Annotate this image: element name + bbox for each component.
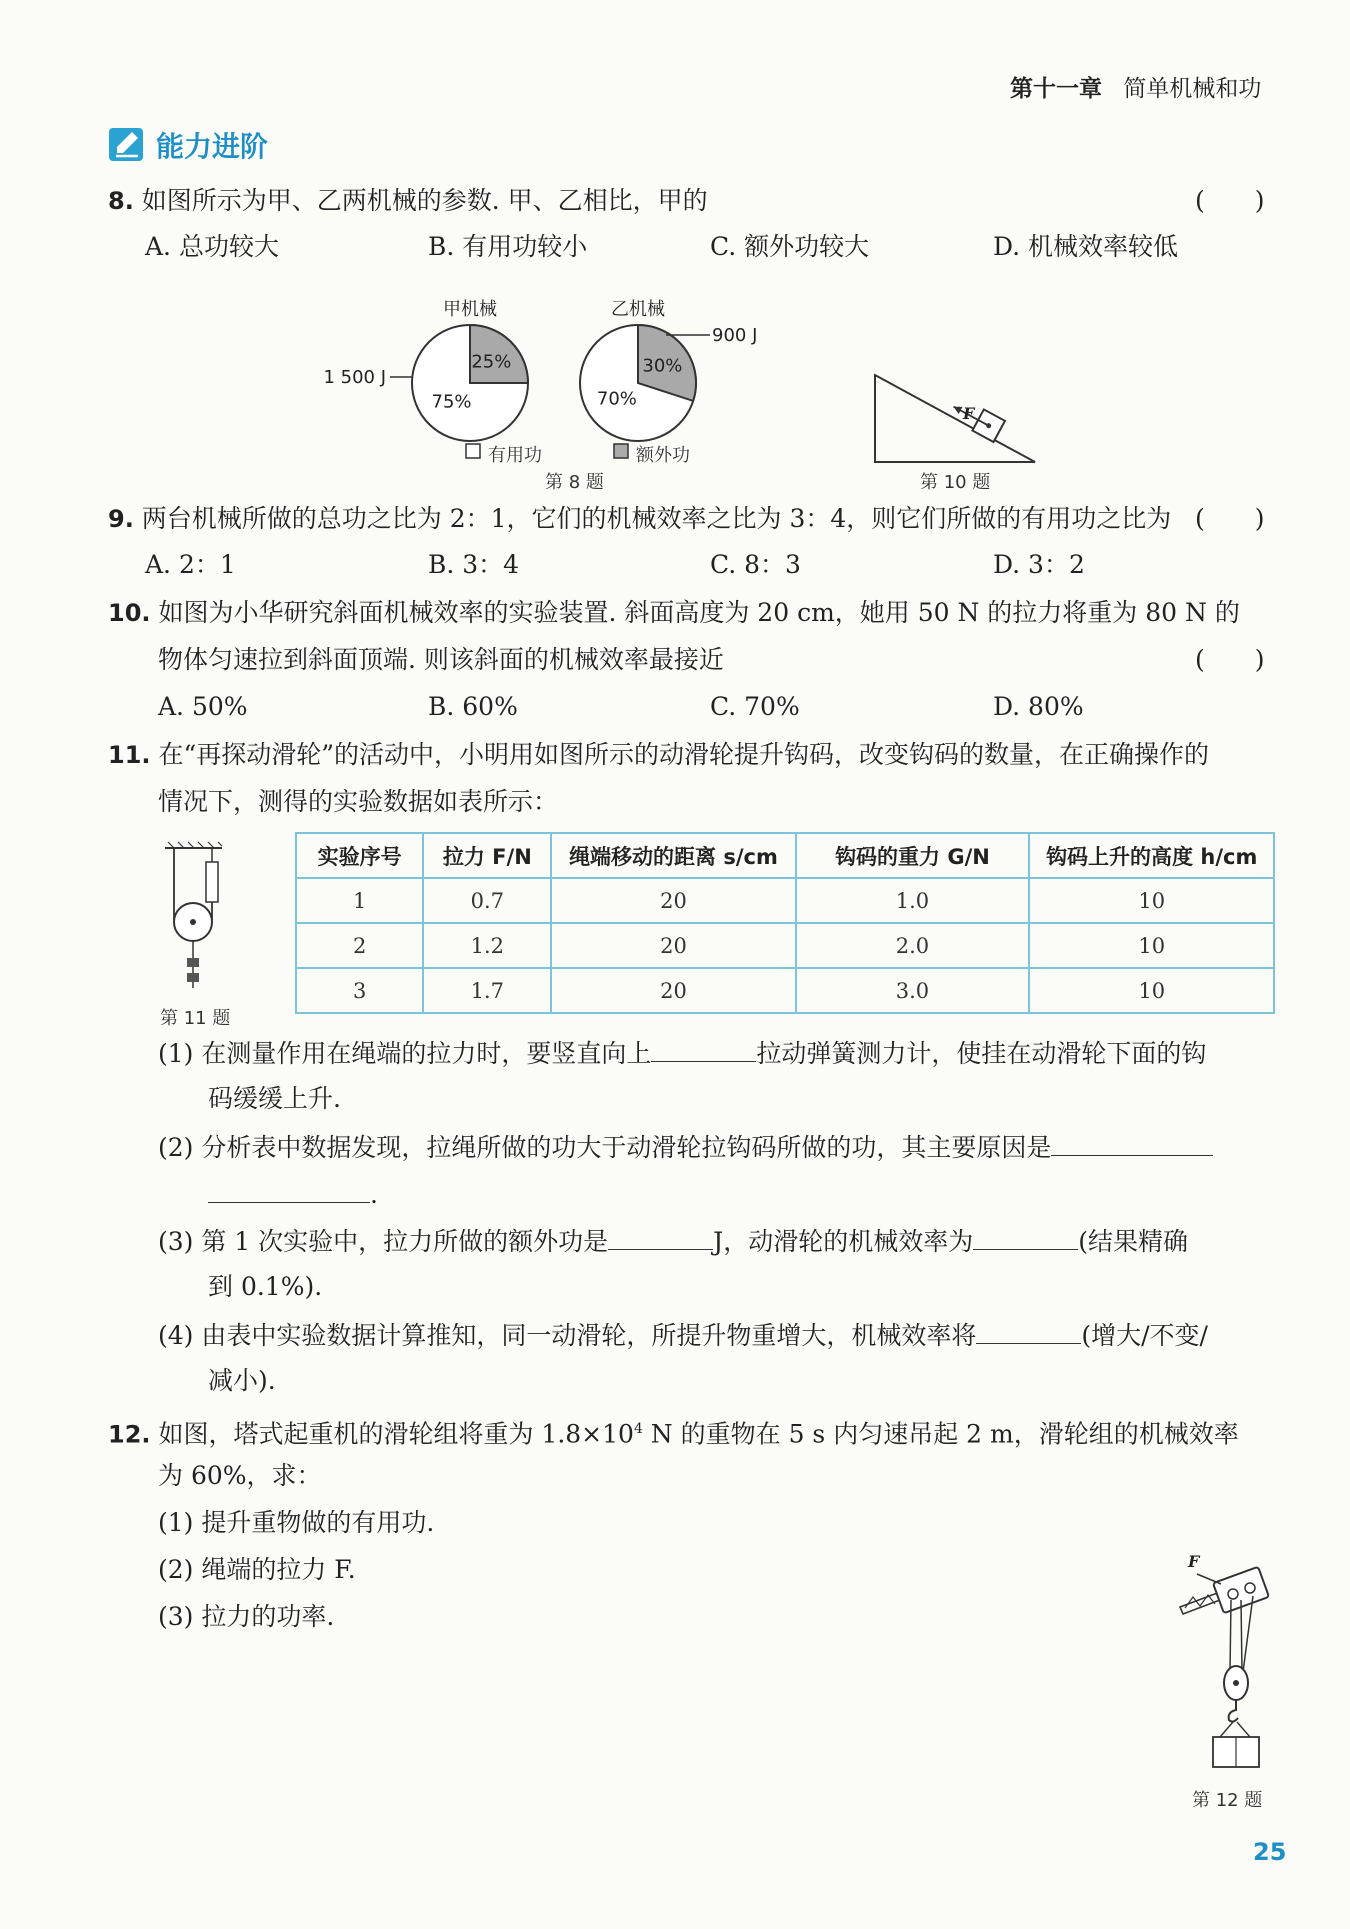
force-line	[1197, 1574, 1221, 1584]
q12-exponent: 4	[633, 1421, 643, 1437]
q11-sub2	[158, 1129, 1213, 1165]
page-number: 25	[1253, 1838, 1287, 1866]
table-header: 绳端移动的距离 s/cm	[551, 833, 795, 878]
q10-answer-paren: ( )	[1195, 645, 1265, 674]
q9-text: 两台机械所做的总功之比为 2：1，它们的机械效率之比为 3：4，则它们所做的有用功之比为	[141, 504, 1172, 533]
table-cell: 1.0	[796, 878, 1030, 923]
answer-blank[interactable]	[208, 1176, 370, 1203]
chapter-header	[1010, 70, 1261, 103]
answer-blank[interactable]	[976, 1317, 1081, 1344]
pie-charts	[323, 299, 757, 441]
table-cell: 1.7	[423, 968, 551, 1013]
q10-option-c: C. 70%	[710, 692, 800, 721]
q9-option-a: A. 2：1	[145, 550, 236, 579]
experiment-table	[295, 832, 1275, 1014]
q11-sub4	[158, 1317, 1208, 1353]
table-cell: 1	[296, 878, 423, 923]
chapter-number: 第十一章	[1010, 76, 1102, 102]
table-cell: 10	[1029, 968, 1274, 1013]
hook-icon	[1229, 1700, 1238, 1722]
q10-text-1: 如图为小华研究斜面机械效率的实验装置. 斜面高度为 20 cm，她用 50 N 的拉力将重为 80 N 的	[158, 598, 1240, 627]
q11-sub3-text-d: 到 0.1%).	[208, 1272, 323, 1301]
table-cell: 0.7	[423, 878, 551, 923]
table-cell: 3.0	[796, 968, 1030, 1013]
legend-extra: 额外功	[636, 445, 690, 466]
q8-option-c: C. 额外功较大	[710, 232, 870, 261]
answer-blank[interactable]	[608, 1223, 713, 1250]
pencil-note-icon	[108, 125, 146, 163]
table-cell: 20	[551, 923, 795, 968]
q9-number: 9.	[108, 505, 134, 533]
table-cell: 10	[1029, 923, 1274, 968]
incline-force-label: F	[963, 404, 975, 423]
q11-sub3-text-c: (结果精确	[1078, 1227, 1188, 1256]
answer-blank[interactable]	[973, 1223, 1078, 1250]
q11-text-2: 情况下，测得的实验数据如表所示：	[158, 787, 559, 816]
q11-sub3-text-b: J，动滑轮的机械效率为	[713, 1227, 974, 1256]
q8-option-d: D. 机械效率较低	[993, 232, 1179, 261]
pie-annotation: 900 J	[712, 325, 758, 346]
q8-answer-paren: ( )	[1195, 186, 1265, 215]
q12-caption: 第 12 题	[1192, 1790, 1263, 1811]
q11-sub1	[158, 1035, 1206, 1071]
q10-caption: 第 10 题	[920, 472, 991, 493]
incline-triangle	[875, 375, 1035, 462]
pie-label-useful: 70%	[596, 388, 637, 410]
table-header: 实验序号	[296, 833, 423, 878]
q11-text-1: 在“再探动滑轮”的活动中，小明用如图所示的动滑轮提升钩码，改变钩码的数量，在正确操作的	[158, 740, 1210, 769]
answer-blank[interactable]	[1051, 1129, 1213, 1156]
q9-stem	[108, 502, 1171, 536]
q10-option-b: B. 60%	[428, 692, 518, 721]
q12-sub3: (3) 拉力的功率.	[158, 1602, 335, 1631]
q8-pie-figure	[323, 278, 790, 488]
q10-text-2: 物体匀速拉到斜面顶端. 则该斜面的机械效率最接近	[158, 645, 724, 674]
q11-sub2-text: (2) 分析表中数据发现，拉绳所做的功大于动滑轮拉钩码所做的功，其主要原因是	[158, 1133, 1052, 1162]
spring-scale	[206, 862, 218, 902]
pie-annotation: 1 500 J	[323, 367, 386, 388]
q11-sub4-text-c: 减小).	[208, 1366, 276, 1395]
q12-text-1: 如图，塔式起重机的滑轮组将重为 1.8×10	[158, 1419, 634, 1449]
q11-sub3-text-a: (3) 第 1 次实验中，拉力所做的额外功是	[158, 1227, 609, 1256]
chapter-title: 简单机械和功	[1123, 76, 1262, 102]
q12-stem-line1	[108, 1412, 1239, 1451]
q11-sub4-text-a: (4) 由表中实验数据计算推知，同一动滑轮，所提升物重增大，机械效率将	[158, 1321, 977, 1350]
q11-sub1-text-a: (1) 在测量作用在绳端的拉力时，要竖直向上	[158, 1039, 652, 1068]
legend-swatch-extra	[614, 444, 628, 458]
q8-option-b: B. 有用功较小	[428, 232, 588, 261]
q12-number: 12.	[108, 1420, 151, 1449]
q11-sub3	[158, 1223, 1188, 1259]
table-cell: 10	[1029, 878, 1274, 923]
pie-label-extra: 30%	[642, 355, 683, 377]
q12-sub2: (2) 绳端的拉力 F.	[158, 1555, 356, 1584]
table-cell: 20	[551, 878, 795, 923]
pie-label-extra: 25%	[471, 351, 512, 373]
q11-number: 11.	[108, 741, 151, 769]
q8-text: 如图所示为甲、乙两机械的参数. 甲、乙相比，甲的	[141, 186, 708, 215]
q11-sub1-text-b: 拉动弹簧测力计，使挂在动滑轮下面的钩	[756, 1039, 1207, 1068]
pie-title: 乙机械	[611, 299, 665, 320]
q9-option-d: D. 3：2	[993, 550, 1085, 579]
legend-useful: 有用功	[488, 445, 542, 466]
table-cell: 2.0	[796, 923, 1030, 968]
q11-sub2-line2	[208, 1176, 378, 1212]
q9-option-b: B. 3：4	[428, 550, 520, 579]
q11-stem-line1	[108, 738, 1209, 772]
table-row	[296, 923, 1274, 968]
q8-caption: 第 8 题	[545, 472, 604, 493]
q10-stem-line1	[108, 596, 1240, 630]
crane-figure	[1175, 1552, 1285, 1772]
pulley-figure	[160, 840, 230, 1000]
table-row	[296, 878, 1274, 923]
legend-swatch-useful	[466, 444, 480, 458]
incline-figure	[870, 370, 1050, 470]
q11-caption: 第 11 题	[160, 1008, 231, 1029]
hook-weight-2	[187, 973, 199, 982]
table-cell: 20	[551, 968, 795, 1013]
q8-number: 8.	[108, 187, 134, 215]
q11-sub1-text-c: 码缓缓上升.	[208, 1084, 341, 1113]
hook-weight-1	[187, 958, 199, 967]
q8-stem	[108, 184, 708, 218]
q10-option-d: D. 80%	[993, 692, 1084, 721]
q12-text-2: 为 60%，求：	[158, 1461, 322, 1490]
answer-blank[interactable]	[651, 1035, 756, 1062]
table-header: 钩码上升的高度 h/cm	[1029, 833, 1274, 878]
crane-force-label: F	[1188, 1552, 1200, 1571]
table-header: 拉力 F/N	[423, 833, 551, 878]
q8-option-a: A. 总功较大	[145, 232, 279, 261]
q12-text-1b: N 的重物在 5 s 内匀速吊起 2 m，滑轮组的机械效率	[642, 1419, 1239, 1449]
section-title: 能力进阶	[156, 130, 269, 163]
pie-label-useful: 75%	[431, 391, 472, 413]
q9-answer-paren: ( )	[1195, 504, 1265, 533]
q11-sub2-end: .	[370, 1180, 378, 1209]
q10-option-a: A. 50%	[158, 692, 248, 721]
pie-title: 甲机械	[443, 299, 497, 320]
table-cell: 2	[296, 923, 423, 968]
table-row	[296, 968, 1274, 1013]
table-header: 钩码的重力 G/N	[796, 833, 1030, 878]
table-cell: 3	[296, 968, 423, 1013]
q12-sub1: (1) 提升重物做的有用功.	[158, 1508, 435, 1537]
table-cell: 1.2	[423, 923, 551, 968]
q9-option-c: C. 8：3	[710, 550, 801, 579]
q11-sub4-text-b: (增大/不变/	[1081, 1321, 1208, 1350]
q10-number: 10.	[108, 599, 151, 627]
